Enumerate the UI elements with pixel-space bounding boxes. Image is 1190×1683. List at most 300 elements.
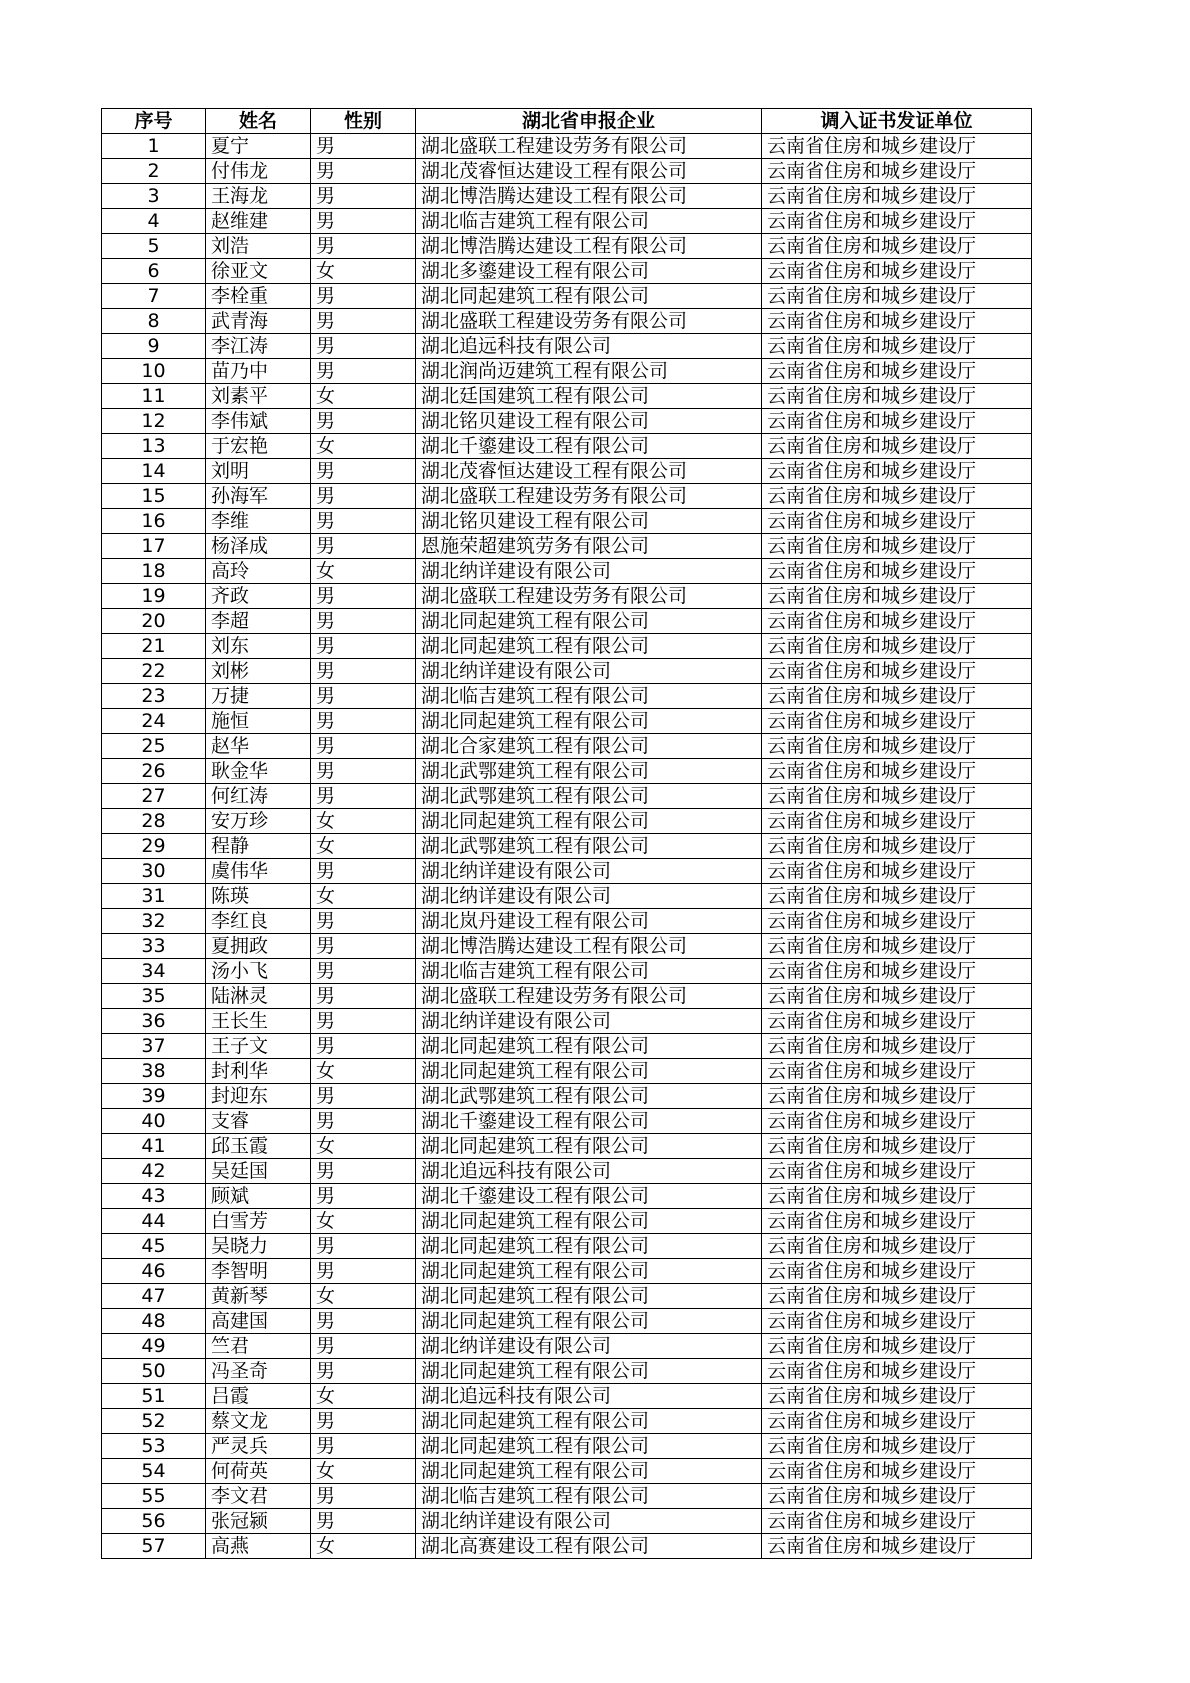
cell-company: 湖北同起建筑工程有限公司 [416,809,762,834]
cell-seq: 43 [102,1184,206,1209]
cell-name: 王海龙 [206,184,311,209]
cell-seq: 53 [102,1434,206,1459]
cell-issuing-unit: 云南省住房和城乡建设厅 [762,734,1032,759]
cell-seq: 5 [102,234,206,259]
cell-gender: 男 [311,1509,416,1534]
cell-company: 湖北纳详建设有限公司 [416,1334,762,1359]
cell-name: 高燕 [206,1534,311,1559]
table-row [102,684,1032,709]
cell-seq: 49 [102,1334,206,1359]
cell-name: 黄新琴 [206,1284,311,1309]
table-row [102,1234,1032,1259]
cell-gender: 男 [311,1434,416,1459]
cell-name: 刘彬 [206,659,311,684]
cell-issuing-unit: 云南省住房和城乡建设厅 [762,909,1032,934]
cell-name: 白雪芳 [206,1209,311,1234]
cell-seq: 9 [102,334,206,359]
cell-gender: 男 [311,159,416,184]
header-issuing-unit: 调入证书发证单位 [762,109,1032,134]
cell-gender: 男 [311,1084,416,1109]
cell-seq: 19 [102,584,206,609]
cell-gender: 男 [311,334,416,359]
cell-issuing-unit: 云南省住房和城乡建设厅 [762,1259,1032,1284]
cell-gender: 女 [311,1459,416,1484]
cell-company: 湖北铭贝建设工程有限公司 [416,409,762,434]
cell-issuing-unit: 云南省住房和城乡建设厅 [762,634,1032,659]
cell-gender: 男 [311,1009,416,1034]
table-row [102,1209,1032,1234]
cell-name: 孙海军 [206,484,311,509]
cell-gender: 男 [311,934,416,959]
cell-issuing-unit: 云南省住房和城乡建设厅 [762,709,1032,734]
cell-company: 湖北临吉建筑工程有限公司 [416,209,762,234]
table-row [102,1459,1032,1484]
cell-issuing-unit: 云南省住房和城乡建设厅 [762,509,1032,534]
cell-company: 湖北临吉建筑工程有限公司 [416,684,762,709]
cell-seq: 1 [102,134,206,159]
cell-issuing-unit: 云南省住房和城乡建设厅 [762,284,1032,309]
header-row [102,109,1032,134]
cell-issuing-unit: 云南省住房和城乡建设厅 [762,484,1032,509]
cell-issuing-unit: 云南省住房和城乡建设厅 [762,134,1032,159]
cell-name: 付伟龙 [206,159,311,184]
cell-name: 蔡文龙 [206,1409,311,1434]
cell-gender: 女 [311,1384,416,1409]
cell-issuing-unit: 云南省住房和城乡建设厅 [762,1359,1032,1384]
cell-gender: 男 [311,1359,416,1384]
cell-issuing-unit: 云南省住房和城乡建设厅 [762,1109,1032,1134]
cell-seq: 15 [102,484,206,509]
table-row [102,659,1032,684]
cell-name: 吴廷国 [206,1159,311,1184]
cell-seq: 57 [102,1534,206,1559]
cell-company: 湖北同起建筑工程有限公司 [416,1059,762,1084]
cell-seq: 20 [102,609,206,634]
cell-gender: 男 [311,1159,416,1184]
cell-company: 湖北同起建筑工程有限公司 [416,1359,762,1384]
table-row [102,1309,1032,1334]
cell-name: 陈瑛 [206,884,311,909]
table-row [102,1134,1032,1159]
cell-gender: 女 [311,1134,416,1159]
cell-issuing-unit: 云南省住房和城乡建设厅 [762,934,1032,959]
table-row [102,184,1032,209]
cell-company: 湖北同起建筑工程有限公司 [416,1259,762,1284]
cell-seq: 56 [102,1509,206,1534]
cell-gender: 男 [311,784,416,809]
cell-seq: 47 [102,1284,206,1309]
cell-company: 湖北同起建筑工程有限公司 [416,609,762,634]
table-row [102,1384,1032,1409]
table-row [102,309,1032,334]
cell-seq: 38 [102,1059,206,1084]
table-row [102,534,1032,559]
cell-name: 杨泽成 [206,534,311,559]
cell-name: 刘明 [206,459,311,484]
table-row [102,909,1032,934]
cell-company: 湖北千鎏建设工程有限公司 [416,434,762,459]
table-row [102,584,1032,609]
cell-seq: 41 [102,1134,206,1159]
cell-seq: 37 [102,1034,206,1059]
cell-name: 耿金华 [206,759,311,784]
cell-name: 刘素平 [206,384,311,409]
cell-seq: 11 [102,384,206,409]
cell-name: 武青海 [206,309,311,334]
cell-issuing-unit: 云南省住房和城乡建设厅 [762,1009,1032,1034]
cell-company: 湖北武鄂建筑工程有限公司 [416,1084,762,1109]
cell-company: 湖北润尚迈建筑工程有限公司 [416,359,762,384]
table-row [102,834,1032,859]
cell-issuing-unit: 云南省住房和城乡建设厅 [762,984,1032,1009]
cell-name: 刘东 [206,634,311,659]
cell-company: 湖北武鄂建筑工程有限公司 [416,759,762,784]
cell-issuing-unit: 云南省住房和城乡建设厅 [762,1434,1032,1459]
cell-gender: 男 [311,859,416,884]
table-row [102,209,1032,234]
cell-company: 湖北同起建筑工程有限公司 [416,1309,762,1334]
cell-seq: 18 [102,559,206,584]
cell-company: 湖北茂睿恒达建设工程有限公司 [416,459,762,484]
cell-issuing-unit: 云南省住房和城乡建设厅 [762,459,1032,484]
cell-issuing-unit: 云南省住房和城乡建设厅 [762,784,1032,809]
cell-company: 湖北同起建筑工程有限公司 [416,1134,762,1159]
cell-issuing-unit: 云南省住房和城乡建设厅 [762,1459,1032,1484]
cell-seq: 40 [102,1109,206,1134]
cell-issuing-unit: 云南省住房和城乡建设厅 [762,1334,1032,1359]
cell-seq: 16 [102,509,206,534]
cell-company: 湖北纳详建设有限公司 [416,1509,762,1534]
cell-seq: 35 [102,984,206,1009]
cell-gender: 男 [311,634,416,659]
cell-company: 湖北多鎏建设工程有限公司 [416,259,762,284]
cell-issuing-unit: 云南省住房和城乡建设厅 [762,809,1032,834]
cell-name: 汤小飞 [206,959,311,984]
table-row [102,1334,1032,1359]
cell-seq: 55 [102,1484,206,1509]
cell-issuing-unit: 云南省住房和城乡建设厅 [762,359,1032,384]
cell-seq: 14 [102,459,206,484]
cell-name: 吕霞 [206,1384,311,1409]
cell-seq: 45 [102,1234,206,1259]
header-seq: 序号 [102,109,206,134]
cell-company: 湖北盛联工程建设劳务有限公司 [416,134,762,159]
cell-issuing-unit: 云南省住房和城乡建设厅 [762,1184,1032,1209]
cell-name: 李红良 [206,909,311,934]
cell-gender: 男 [311,1309,416,1334]
cell-gender: 男 [311,1109,416,1134]
cell-issuing-unit: 云南省住房和城乡建设厅 [762,209,1032,234]
cell-issuing-unit: 云南省住房和城乡建设厅 [762,1159,1032,1184]
cell-gender: 女 [311,1059,416,1084]
cell-gender: 男 [311,759,416,784]
table-row [102,934,1032,959]
cell-gender: 男 [311,734,416,759]
table-row [102,1159,1032,1184]
cell-gender: 女 [311,834,416,859]
table-row [102,984,1032,1009]
cell-seq: 17 [102,534,206,559]
cell-name: 何红涛 [206,784,311,809]
cell-issuing-unit: 云南省住房和城乡建设厅 [762,659,1032,684]
cell-issuing-unit: 云南省住房和城乡建设厅 [762,409,1032,434]
table-row [102,409,1032,434]
cell-name: 严灵兵 [206,1434,311,1459]
cell-name: 赵华 [206,734,311,759]
cell-gender: 女 [311,1209,416,1234]
cell-company: 湖北同起建筑工程有限公司 [416,709,762,734]
cell-company: 湖北博浩腾达建设工程有限公司 [416,234,762,259]
cell-company: 湖北临吉建筑工程有限公司 [416,959,762,984]
cell-name: 李栓重 [206,284,311,309]
table-row [102,484,1032,509]
cell-name: 顾斌 [206,1184,311,1209]
cell-company: 湖北茂睿恒达建设工程有限公司 [416,159,762,184]
cell-name: 施恒 [206,709,311,734]
cell-issuing-unit: 云南省住房和城乡建设厅 [762,1084,1032,1109]
table-row [102,1259,1032,1284]
cell-name: 李江涛 [206,334,311,359]
cell-name: 李伟斌 [206,409,311,434]
cell-gender: 男 [311,959,416,984]
cell-gender: 女 [311,1284,416,1309]
cell-gender: 女 [311,809,416,834]
table-row [102,159,1032,184]
cell-company: 湖北盛联工程建设劳务有限公司 [416,484,762,509]
cell-seq: 6 [102,259,206,284]
cell-gender: 男 [311,584,416,609]
table-row [102,1534,1032,1559]
cell-gender: 女 [311,559,416,584]
cell-issuing-unit: 云南省住房和城乡建设厅 [762,584,1032,609]
table-row [102,809,1032,834]
cell-gender: 男 [311,309,416,334]
cell-gender: 男 [311,134,416,159]
cell-seq: 27 [102,784,206,809]
table-row [102,884,1032,909]
table-row [102,1409,1032,1434]
table-row [102,959,1032,984]
table-row [102,1109,1032,1134]
cell-issuing-unit: 云南省住房和城乡建设厅 [762,534,1032,559]
cell-name: 李维 [206,509,311,534]
cell-seq: 51 [102,1384,206,1409]
table-row [102,459,1032,484]
cell-name: 李智明 [206,1259,311,1284]
cell-gender: 女 [311,1534,416,1559]
cell-company: 湖北同起建筑工程有限公司 [416,284,762,309]
header-company: 湖北省申报企业 [416,109,762,134]
cell-seq: 8 [102,309,206,334]
cell-seq: 33 [102,934,206,959]
cell-seq: 25 [102,734,206,759]
roster-table [101,108,1032,1559]
cell-seq: 29 [102,834,206,859]
table-body [102,134,1032,1559]
cell-company: 恩施荣超建筑劳务有限公司 [416,534,762,559]
cell-name: 王子文 [206,1034,311,1059]
cell-gender: 男 [311,1034,416,1059]
table-row [102,1059,1032,1084]
cell-gender: 男 [311,459,416,484]
cell-company: 湖北纳详建设有限公司 [416,859,762,884]
cell-company: 湖北同起建筑工程有限公司 [416,1034,762,1059]
cell-issuing-unit: 云南省住房和城乡建设厅 [762,1134,1032,1159]
cell-seq: 32 [102,909,206,934]
cell-gender: 男 [311,534,416,559]
cell-gender: 男 [311,209,416,234]
cell-company: 湖北纳详建设有限公司 [416,1009,762,1034]
cell-company: 湖北同起建筑工程有限公司 [416,1234,762,1259]
table-row [102,334,1032,359]
cell-gender: 男 [311,1184,416,1209]
cell-seq: 21 [102,634,206,659]
table-row [102,1009,1032,1034]
table-row [102,784,1032,809]
cell-name: 邱玉霞 [206,1134,311,1159]
cell-name: 李文君 [206,1484,311,1509]
cell-company: 湖北高赛建设工程有限公司 [416,1534,762,1559]
cell-name: 苗乃中 [206,359,311,384]
cell-seq: 30 [102,859,206,884]
cell-company: 湖北铭贝建设工程有限公司 [416,509,762,534]
cell-name: 夏拥政 [206,934,311,959]
cell-name: 程静 [206,834,311,859]
cell-issuing-unit: 云南省住房和城乡建设厅 [762,184,1032,209]
cell-issuing-unit: 云南省住房和城乡建设厅 [762,384,1032,409]
cell-issuing-unit: 云南省住房和城乡建设厅 [762,1234,1032,1259]
cell-gender: 女 [311,384,416,409]
cell-company: 湖北盛联工程建设劳务有限公司 [416,984,762,1009]
table-row [102,759,1032,784]
cell-gender: 男 [311,909,416,934]
cell-issuing-unit: 云南省住房和城乡建设厅 [762,759,1032,784]
cell-company: 湖北追远科技有限公司 [416,1159,762,1184]
cell-name: 安万珍 [206,809,311,834]
cell-seq: 28 [102,809,206,834]
cell-name: 张冠颍 [206,1509,311,1534]
cell-name: 封利华 [206,1059,311,1084]
cell-name: 陆淋灵 [206,984,311,1009]
cell-issuing-unit: 云南省住房和城乡建设厅 [762,1509,1032,1534]
table-row [102,559,1032,584]
cell-gender: 男 [311,484,416,509]
cell-company: 湖北盛联工程建设劳务有限公司 [416,309,762,334]
cell-issuing-unit: 云南省住房和城乡建设厅 [762,1409,1032,1434]
cell-seq: 54 [102,1459,206,1484]
cell-gender: 男 [311,284,416,309]
cell-gender: 男 [311,409,416,434]
cell-seq: 13 [102,434,206,459]
cell-name: 于宏艳 [206,434,311,459]
cell-company: 湖北博浩腾达建设工程有限公司 [416,934,762,959]
cell-gender: 男 [311,984,416,1009]
cell-issuing-unit: 云南省住房和城乡建设厅 [762,1284,1032,1309]
cell-issuing-unit: 云南省住房和城乡建设厅 [762,1484,1032,1509]
cell-gender: 女 [311,259,416,284]
cell-name: 吴晓力 [206,1234,311,1259]
cell-company: 湖北博浩腾达建设工程有限公司 [416,184,762,209]
cell-issuing-unit: 云南省住房和城乡建设厅 [762,859,1032,884]
cell-issuing-unit: 云南省住房和城乡建设厅 [762,684,1032,709]
cell-name: 李超 [206,609,311,634]
cell-gender: 男 [311,1484,416,1509]
header-gender: 性别 [311,109,416,134]
cell-seq: 10 [102,359,206,384]
cell-issuing-unit: 云南省住房和城乡建设厅 [762,434,1032,459]
cell-gender: 男 [311,359,416,384]
table-row [102,1509,1032,1534]
cell-name: 夏宁 [206,134,311,159]
cell-seq: 23 [102,684,206,709]
cell-name: 虞伟华 [206,859,311,884]
table-row [102,509,1032,534]
cell-name: 封迎东 [206,1084,311,1109]
table-row [102,359,1032,384]
cell-issuing-unit: 云南省住房和城乡建设厅 [762,609,1032,634]
table-header [102,109,1032,134]
cell-gender: 男 [311,684,416,709]
table-row [102,1034,1032,1059]
cell-company: 湖北纳详建设有限公司 [416,659,762,684]
cell-issuing-unit: 云南省住房和城乡建设厅 [762,259,1032,284]
table-row [102,1484,1032,1509]
cell-name: 支睿 [206,1109,311,1134]
cell-seq: 26 [102,759,206,784]
cell-issuing-unit: 云南省住房和城乡建设厅 [762,1059,1032,1084]
cell-issuing-unit: 云南省住房和城乡建设厅 [762,334,1032,359]
cell-seq: 44 [102,1209,206,1234]
cell-company: 湖北盛联工程建设劳务有限公司 [416,584,762,609]
cell-gender: 男 [311,659,416,684]
cell-seq: 4 [102,209,206,234]
cell-seq: 2 [102,159,206,184]
cell-gender: 女 [311,434,416,459]
cell-company: 湖北同起建筑工程有限公司 [416,1459,762,1484]
cell-seq: 46 [102,1259,206,1284]
cell-seq: 52 [102,1409,206,1434]
cell-name: 冯圣奇 [206,1359,311,1384]
cell-name: 高玲 [206,559,311,584]
table-row [102,234,1032,259]
table-row [102,1359,1032,1384]
cell-gender: 男 [311,1409,416,1434]
cell-company: 湖北合家建筑工程有限公司 [416,734,762,759]
cell-gender: 男 [311,1334,416,1359]
table-row [102,384,1032,409]
cell-seq: 42 [102,1159,206,1184]
cell-issuing-unit: 云南省住房和城乡建设厅 [762,1534,1032,1559]
cell-seq: 3 [102,184,206,209]
cell-name: 何荷英 [206,1459,311,1484]
cell-name: 赵维建 [206,209,311,234]
cell-seq: 12 [102,409,206,434]
table-row [102,134,1032,159]
cell-name: 万捷 [206,684,311,709]
cell-name: 竺君 [206,1334,311,1359]
cell-company: 湖北廷国建筑工程有限公司 [416,384,762,409]
cell-issuing-unit: 云南省住房和城乡建设厅 [762,959,1032,984]
cell-gender: 男 [311,1259,416,1284]
cell-gender: 男 [311,1234,416,1259]
cell-company: 湖北追远科技有限公司 [416,1384,762,1409]
table-row [102,634,1032,659]
cell-company: 湖北同起建筑工程有限公司 [416,1209,762,1234]
cell-company: 湖北武鄂建筑工程有限公司 [416,784,762,809]
cell-seq: 22 [102,659,206,684]
table-row [102,734,1032,759]
cell-name: 齐政 [206,584,311,609]
